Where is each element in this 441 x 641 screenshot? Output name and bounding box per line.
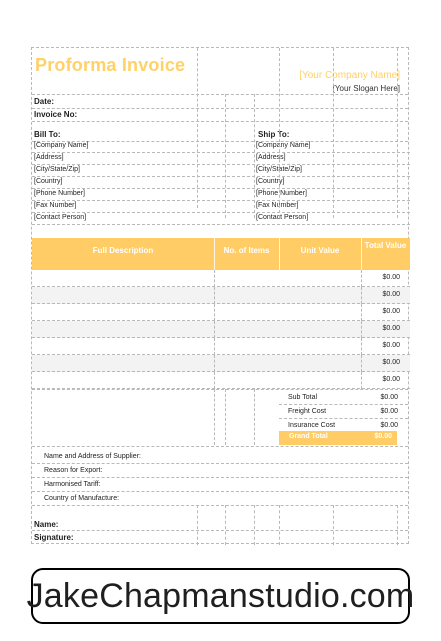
ship-to-line: [Contact Person] — [256, 214, 309, 221]
table-row — [32, 270, 410, 287]
footer-url-banner — [26, 568, 415, 624]
table-row-divider — [361, 287, 362, 304]
page-title: Proforma Invoice — [35, 55, 186, 75]
reason-label: Reason for Export: — [44, 467, 103, 474]
table-row-divider — [214, 270, 215, 287]
summary-divider — [279, 418, 408, 419]
bill-to-line: [Contact Person] — [34, 214, 87, 221]
table-row-divider — [361, 355, 362, 372]
insurance-cost-label: Insurance Cost — [288, 422, 336, 429]
table-row — [32, 304, 410, 321]
manufacture-label: Country of Manufacture: — [44, 495, 120, 502]
table-row — [32, 372, 410, 389]
grid-column-line — [225, 505, 226, 545]
table-row-divider — [361, 270, 362, 287]
details-divider — [32, 463, 408, 464]
details-divider — [32, 491, 408, 492]
sub-total-value: $0.00 — [380, 394, 398, 401]
ship-to-line: [Phone Number] — [256, 190, 307, 197]
header-total-value: Total Value — [364, 241, 407, 250]
bill-to-label: Bill To: — [34, 130, 61, 139]
header-unit-value: Unit Value — [300, 246, 340, 255]
address-row — [32, 177, 410, 189]
ship-to-line: [Country] — [256, 178, 285, 185]
insurance-cost-value: $0.00 — [380, 422, 398, 429]
header-number-of-items: No. of Items — [223, 246, 270, 255]
table-row-divider — [214, 372, 215, 389]
ship-to-line: [Fax Number] — [256, 202, 299, 209]
freight-cost-value: $0.00 — [380, 408, 398, 415]
grand-total-label: Grand Total — [289, 433, 328, 440]
summary-top-divider — [32, 389, 408, 390]
address-block — [32, 141, 408, 229]
grand-total-value: $0.00 — [374, 433, 392, 440]
grid-column-line — [254, 389, 255, 445]
table-row-divider — [214, 287, 215, 304]
table-row — [32, 321, 410, 338]
items-table-header — [32, 238, 410, 270]
grid-column-line — [214, 389, 215, 445]
table-row-divider — [361, 321, 362, 338]
grid-column-line — [279, 48, 280, 218]
address-row — [32, 189, 410, 201]
table-row — [32, 287, 410, 304]
signature-label: Signature: — [34, 533, 74, 542]
bill-to-line: [City/State/Zip] — [34, 166, 80, 173]
grid-column-line — [279, 505, 280, 545]
ship-to-line: [Address] — [256, 154, 286, 161]
header-divider — [361, 238, 362, 270]
row-total-value: $0.00 — [382, 325, 400, 332]
bill-to-line: [Country] — [34, 178, 63, 185]
grid-column-line — [254, 505, 255, 545]
invoice-sheet — [31, 47, 409, 544]
signoff-divider — [32, 530, 408, 531]
grid-column-line — [397, 48, 398, 218]
row-total-value: $0.00 — [382, 274, 400, 281]
ship-to-line: [City/State/Zip] — [256, 166, 302, 173]
address-row — [32, 213, 410, 225]
ship-to-line: [Company Name] — [256, 142, 311, 149]
sub-total-label: Sub Total — [288, 394, 318, 401]
table-row-divider — [214, 355, 215, 372]
table-row-divider — [361, 372, 362, 389]
row-total-value: $0.00 — [382, 376, 400, 383]
address-row — [32, 153, 410, 165]
bill-to-line: [Phone Number] — [34, 190, 85, 197]
grid-column-line — [225, 389, 226, 445]
freight-cost-label: Freight Cost — [288, 408, 327, 415]
name-label: Name: — [34, 520, 59, 529]
invoice-number-label: Invoice No: — [34, 110, 78, 119]
invoice-row-divider — [32, 121, 408, 122]
row-total-value: $0.00 — [382, 308, 400, 315]
date-label: Date: — [34, 97, 55, 106]
header-divider — [32, 94, 408, 95]
bill-to-line: [Company Name] — [34, 142, 89, 149]
grid-column-line — [397, 505, 398, 545]
details-divider — [32, 477, 408, 478]
company-name: [Your Company Name] — [299, 70, 400, 81]
grid-column-line — [197, 48, 198, 208]
header-full-description: Full Description — [92, 246, 154, 255]
header-divider — [279, 238, 280, 270]
row-total-value: $0.00 — [382, 342, 400, 349]
table-row-divider — [214, 321, 215, 338]
table-row-divider — [214, 304, 215, 321]
row-total-value: $0.00 — [382, 359, 400, 366]
table-row — [32, 355, 410, 372]
bill-to-line: [Fax Number] — [34, 202, 77, 209]
row-total-value: $0.00 — [382, 291, 400, 298]
footer-url-text: JakeChapmanstudio.com — [26, 576, 415, 615]
ship-to-label: Ship To: — [258, 130, 290, 139]
summary-divider — [279, 404, 408, 405]
table-row-divider — [361, 338, 362, 355]
grid-column-line — [197, 505, 198, 545]
address-row — [32, 165, 410, 177]
bill-to-line: [Address] — [34, 154, 64, 161]
grid-column-line — [225, 94, 226, 218]
table-row — [32, 338, 410, 355]
grid-column-line — [333, 505, 334, 545]
address-row — [32, 201, 410, 213]
grid-column-line — [254, 94, 255, 218]
details-divider — [32, 505, 408, 506]
supplier-label: Name and Address of Supplier: — [44, 453, 141, 460]
address-row — [32, 141, 410, 153]
grid-column-line — [333, 48, 334, 218]
grand-total-row — [279, 431, 397, 445]
header-divider — [214, 238, 215, 270]
table-row-divider — [214, 338, 215, 355]
tariff-label: Harmonised Tariff: — [44, 481, 101, 488]
company-slogan: [Your Slogan Here] — [332, 84, 400, 93]
date-row-divider — [32, 108, 408, 109]
table-row-divider — [361, 304, 362, 321]
details-top-divider — [32, 446, 408, 447]
